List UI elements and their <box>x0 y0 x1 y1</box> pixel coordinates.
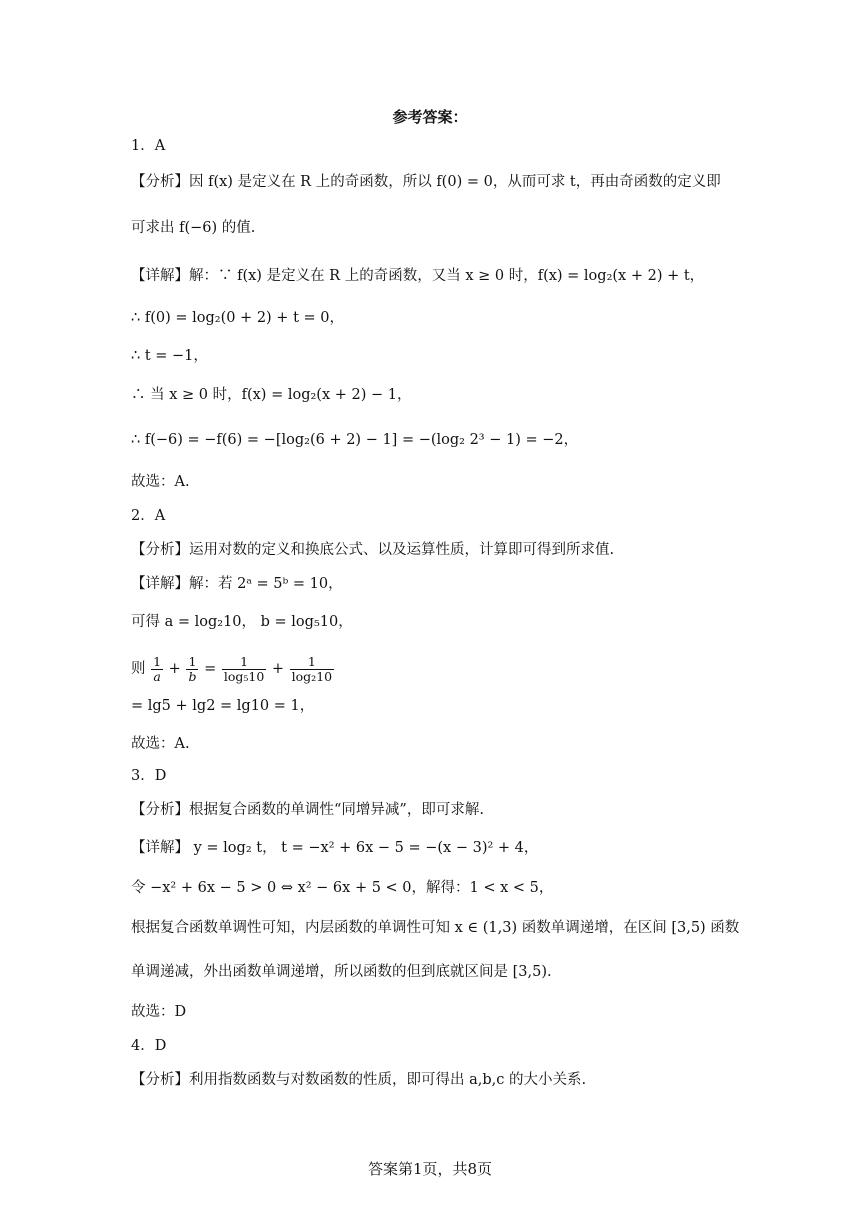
answer-3-detail: 【详解】 y = log₂ t， t = −x² + 6x − 5 = −(x − 3)² + 4， <box>131 840 539 856</box>
answer-1-header: 1．A <box>131 138 166 154</box>
fraction-1-over-b <box>186 655 198 684</box>
answer-3-choice: 故选：D <box>131 1004 187 1020</box>
answer-3-step-2: 根据复合函数单调性可知，内层函数的单调性可知 x ∈ (1,3) 函数单调递增，在区间 [3,5) 函数 <box>131 920 740 936</box>
answer-1-analysis: 【分析】因 f(x) 是定义在 R 上的奇函数，所以 f(0) = 0，从而可求 t，再由奇函数的定义即 <box>131 174 721 190</box>
answer-2-step-2: = lg5 + lg2 = lg10 = 1， <box>131 698 315 714</box>
answer-1-analysis-cont: 可求出 f(−6) 的值. <box>131 220 256 236</box>
fraction-denominator: log₅10 <box>223 668 265 684</box>
answer-1-step-2: ∴ t = −1， <box>131 348 208 364</box>
fraction-denominator: a <box>153 668 161 684</box>
fraction-numerator: 1 <box>222 655 266 670</box>
fraction-1-over-log2-10 <box>290 655 334 684</box>
page-footer: 答案第1页，共8页 <box>367 1160 493 1178</box>
answer-1-detail: 【详解】解：∵ f(x) 是定义在 R 上的奇函数，又当 x ≥ 0 时，f(x) = log₂(x + 2) + t， <box>131 268 705 284</box>
plus-sign: + <box>168 661 181 677</box>
fraction-denominator: b <box>188 668 197 684</box>
answer-2-fraction-line <box>131 652 335 686</box>
answer-1-step-4: ∴ f(−6) = −f(6) = −[log₂(6 + 2) − 1] = −(log₂ 2³ − 1) = −2， <box>131 432 579 448</box>
answer-3-analysis: 【分析】根据复合函数的单调性“同增异减”，即可求解. <box>131 802 484 818</box>
answer-4-analysis: 【分析】利用指数函数与对数函数的性质，即可得出 a,b,c 的大小关系. <box>131 1072 587 1088</box>
answer-2-analysis: 【分析】运用对数的定义和换底公式、以及运算性质，计算即可得到所求值. <box>131 542 615 558</box>
fraction-numerator: 1 <box>290 655 334 670</box>
answer-3-step-3: 单调递减，外出函数单调递增，所以函数的但到底就区间是 [3,5). <box>131 964 552 980</box>
fraction-numerator: 1 <box>186 655 198 670</box>
answer-1-step-1: ∴ f(0) = log₂(0 + 2) + t = 0， <box>131 310 344 326</box>
fraction-1-over-a <box>151 655 163 684</box>
fraction-denominator: log₂10 <box>291 668 333 684</box>
answer-2-detail: 【详解】解：若 2ᵃ = 5ᵇ = 10， <box>131 576 343 592</box>
equals-sign: = <box>204 661 217 677</box>
answer-4-header: 4．D <box>131 1038 167 1054</box>
plus-sign: + <box>271 661 285 677</box>
fraction-numerator: 1 <box>153 653 162 669</box>
answer-2-step-1: 可得 a = log₂10， b = log₅10， <box>131 614 353 630</box>
answer-2-choice: 故选：A. <box>131 736 190 752</box>
answer-1-step-3: ∴ 当 x ≥ 0 时，f(x) = log₂(x + 2) − 1， <box>131 387 412 403</box>
page-title: 参考答案： <box>392 108 468 126</box>
answer-2-header: 2．A <box>131 508 166 524</box>
answer-3-header: 3．D <box>131 768 167 784</box>
answer-1-choice: 故选：A. <box>131 474 190 490</box>
fraction-prefix: 则 <box>131 661 146 677</box>
answer-3-step-1: 令 −x² + 6x − 5 > 0 ⇔ x² − 6x + 5 < 0，解得：1 < x < 5， <box>131 880 554 896</box>
fraction-1-over-log5-10 <box>222 655 266 684</box>
